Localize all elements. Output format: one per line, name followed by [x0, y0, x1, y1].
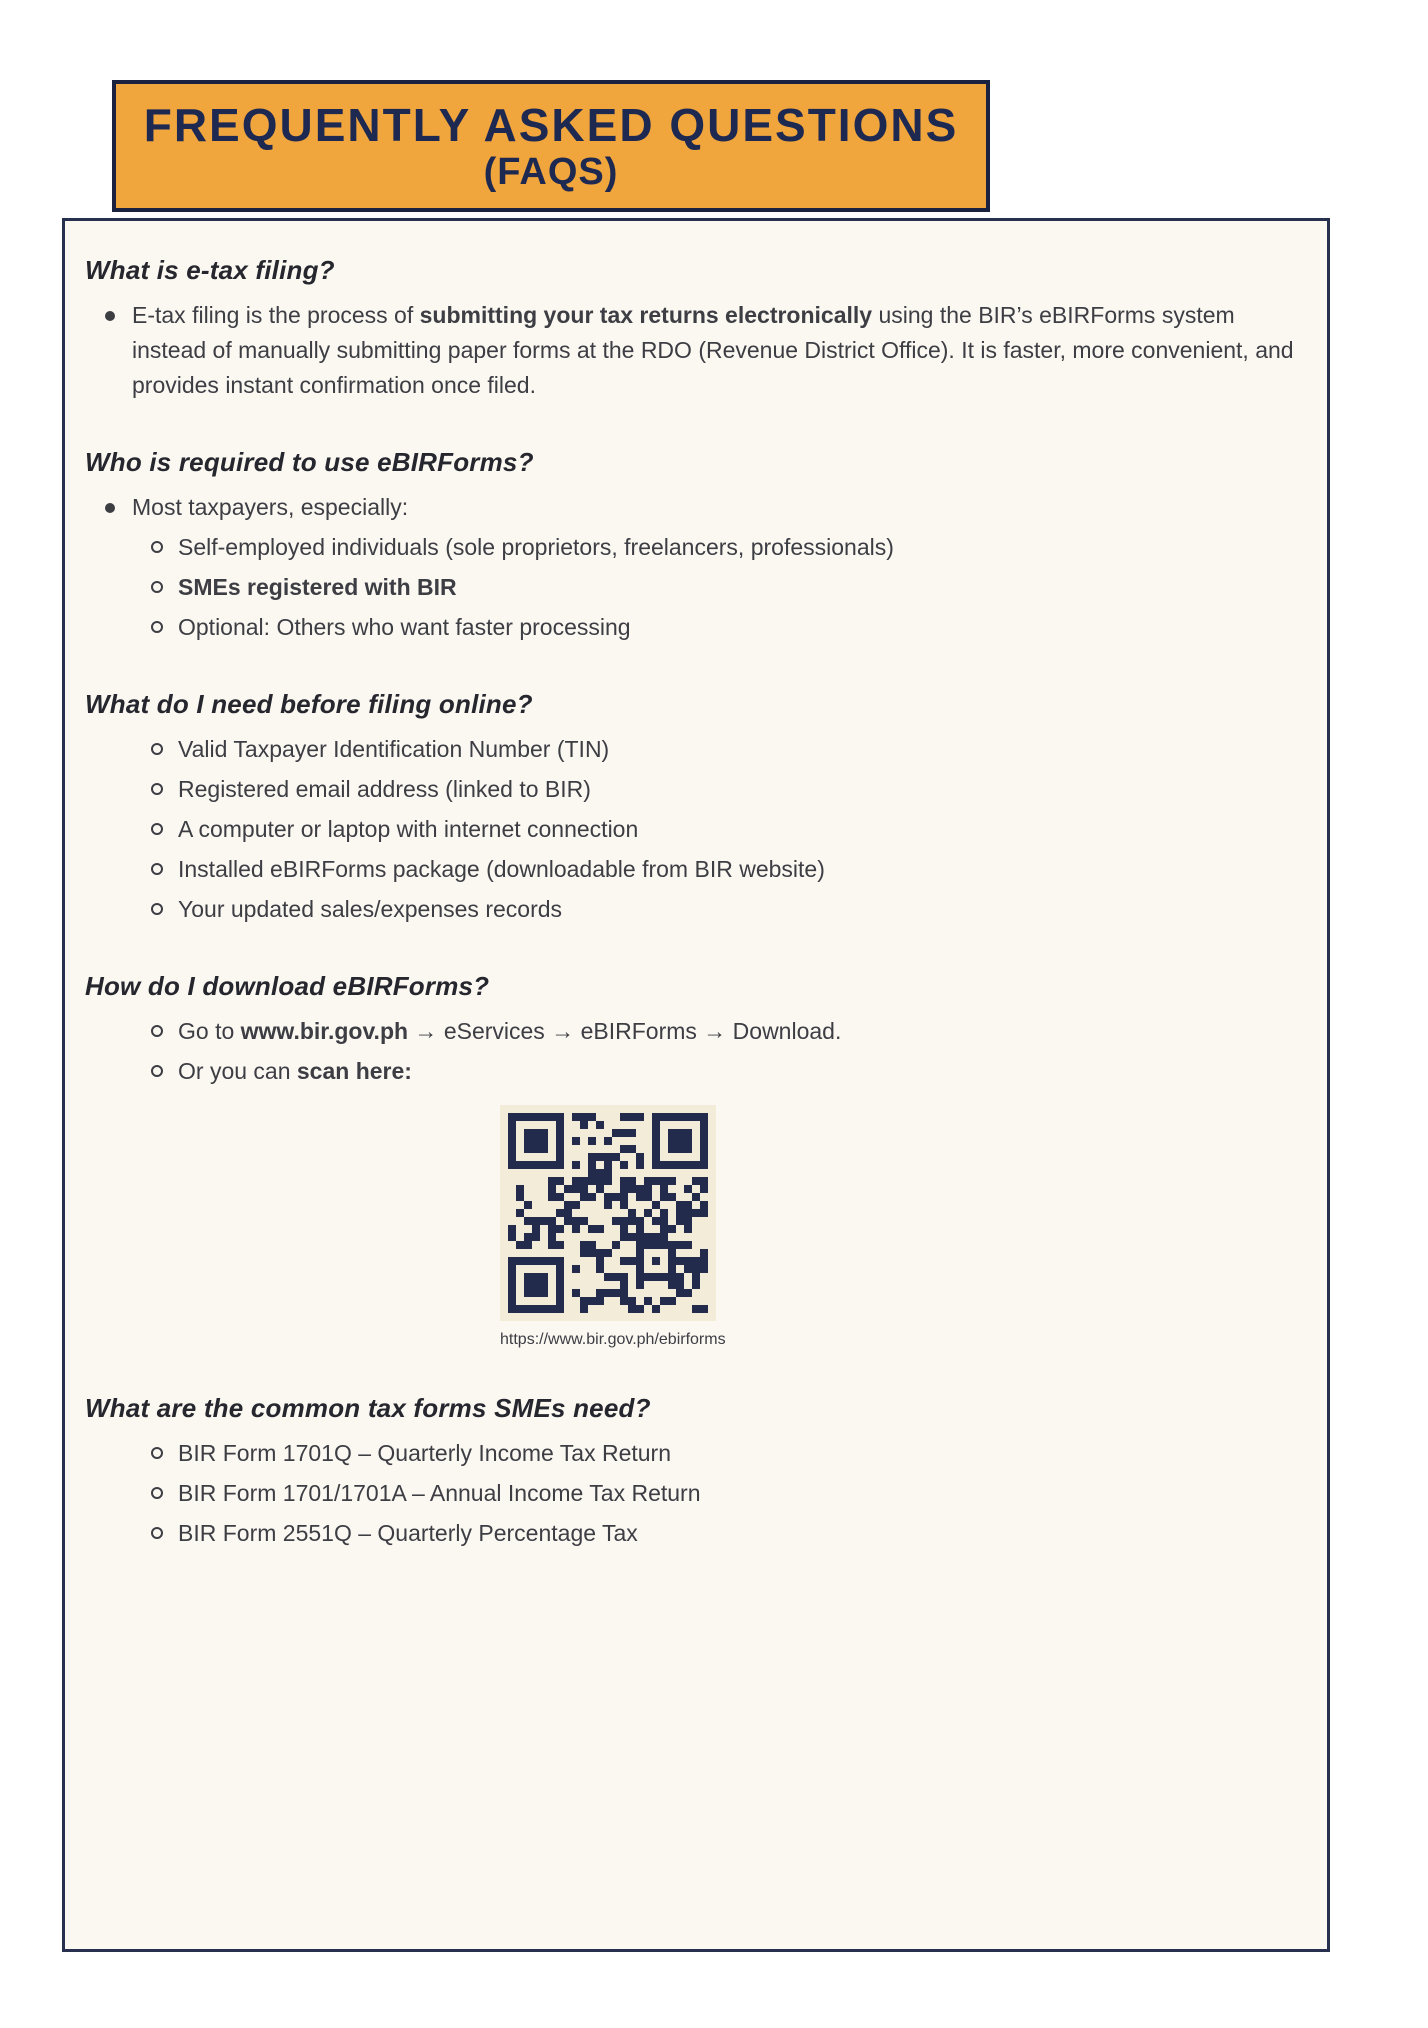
bullet-circle-icon: [151, 541, 163, 553]
faq-sections: [85, 255, 1307, 1551]
bullet-text: BIR Form 1701Q – Quarterly Income Tax Return: [178, 1440, 671, 1466]
bullet-text: Optional: Others who want faster processing: [178, 614, 631, 640]
bullet-circle-icon: [151, 903, 163, 915]
bullet-circle-icon: [151, 1025, 163, 1037]
bullet-circle-icon: [151, 1065, 163, 1077]
bullet-text: Most taxpayers, especially:: [132, 494, 409, 520]
bullet-circle-icon: [151, 783, 163, 795]
bullet-item: [85, 610, 1307, 645]
bullet-circle-icon: [151, 1527, 163, 1539]
bullet-circle-icon: [151, 1447, 163, 1459]
bullet-item: [85, 1436, 1307, 1471]
bullet-item: [85, 892, 1307, 927]
bullet-text: BIR Form 1701/1701A – Annual Income Tax Return: [178, 1480, 701, 1506]
bullet-circle-icon: [151, 1487, 163, 1499]
qr-block: [500, 1105, 726, 1349]
qr-code-svg: [508, 1113, 708, 1313]
faq-section: [85, 971, 1307, 1349]
bullet-item: [85, 1054, 1307, 1089]
bullet-text: Valid Taxpayer Identification Number (TIN): [178, 736, 610, 762]
faq-section: [85, 689, 1307, 927]
bullet-text: A computer or laptop with internet connection: [178, 816, 639, 842]
bullet-text: Go to www.bir.gov.ph → eServices → eBIRForms → Download.: [178, 1018, 842, 1044]
content-box: [62, 218, 1330, 1952]
bullet-item: [85, 812, 1307, 847]
bullet-item: [85, 852, 1307, 887]
bullet-text: SMEs registered with BIR: [178, 574, 457, 600]
bullet-circle-icon: [151, 743, 163, 755]
faq-question: What are the common tax forms SMEs need?: [85, 1393, 651, 1423]
faq-banner: [112, 80, 990, 212]
bullet-text: Self-employed individuals (sole proprietors, freelancers, professionals): [178, 534, 894, 560]
bullet-circle-icon: [151, 863, 163, 875]
bullet-item: [85, 298, 1307, 403]
faq-question: What do I need before filing online?: [85, 689, 533, 719]
bullet-text: Installed eBIRForms package (downloadable from BIR website): [178, 856, 825, 882]
faq-question: How do I download eBIRForms?: [85, 971, 490, 1001]
bullet-text: Or you can scan here:: [178, 1058, 412, 1084]
faq-section: [85, 255, 1307, 403]
page-title: FREQUENTLY ASKED QUESTIONS: [143, 99, 959, 151]
bullet-item: [85, 1476, 1307, 1511]
bullet-item: [85, 570, 1307, 605]
bullet-item: [85, 490, 1307, 525]
bullet-text: Registered email address (linked to BIR): [178, 776, 591, 802]
faq-section: [85, 447, 1307, 645]
bullet-item: [85, 1516, 1307, 1551]
bullet-item: [85, 530, 1307, 565]
faq-question: Who is required to use eBIRForms?: [85, 447, 534, 477]
page-title-sub: (FAQS): [483, 150, 619, 193]
bullet-text: BIR Form 2551Q – Quarterly Percentage Tax: [178, 1520, 638, 1546]
qr-code-image: [500, 1105, 716, 1321]
bullet-text: Your updated sales/expenses records: [178, 896, 563, 922]
bullet-circle-icon: [151, 621, 163, 633]
faq-section: [85, 1393, 1307, 1551]
bullet-disc-icon: [105, 311, 115, 321]
bullet-circle-icon: [151, 581, 163, 593]
faq-question: What is e-tax filing?: [85, 255, 335, 285]
bullet-item: [85, 732, 1307, 767]
bullet-text: E-tax filing is the process of submitting your tax returns electronically using the BIR’s eBIRForms system instead of manually submitting paper forms at the RDO (Revenue District Office). It is faster, more convenient, and provides instant confirmation once filed.: [132, 302, 1294, 398]
bullet-item: [85, 1014, 1307, 1049]
bullet-disc-icon: [105, 503, 115, 513]
bullet-item: [85, 772, 1307, 807]
qr-caption: https://www.bir.gov.ph/ebirforms: [500, 1331, 726, 1348]
bullet-circle-icon: [151, 823, 163, 835]
